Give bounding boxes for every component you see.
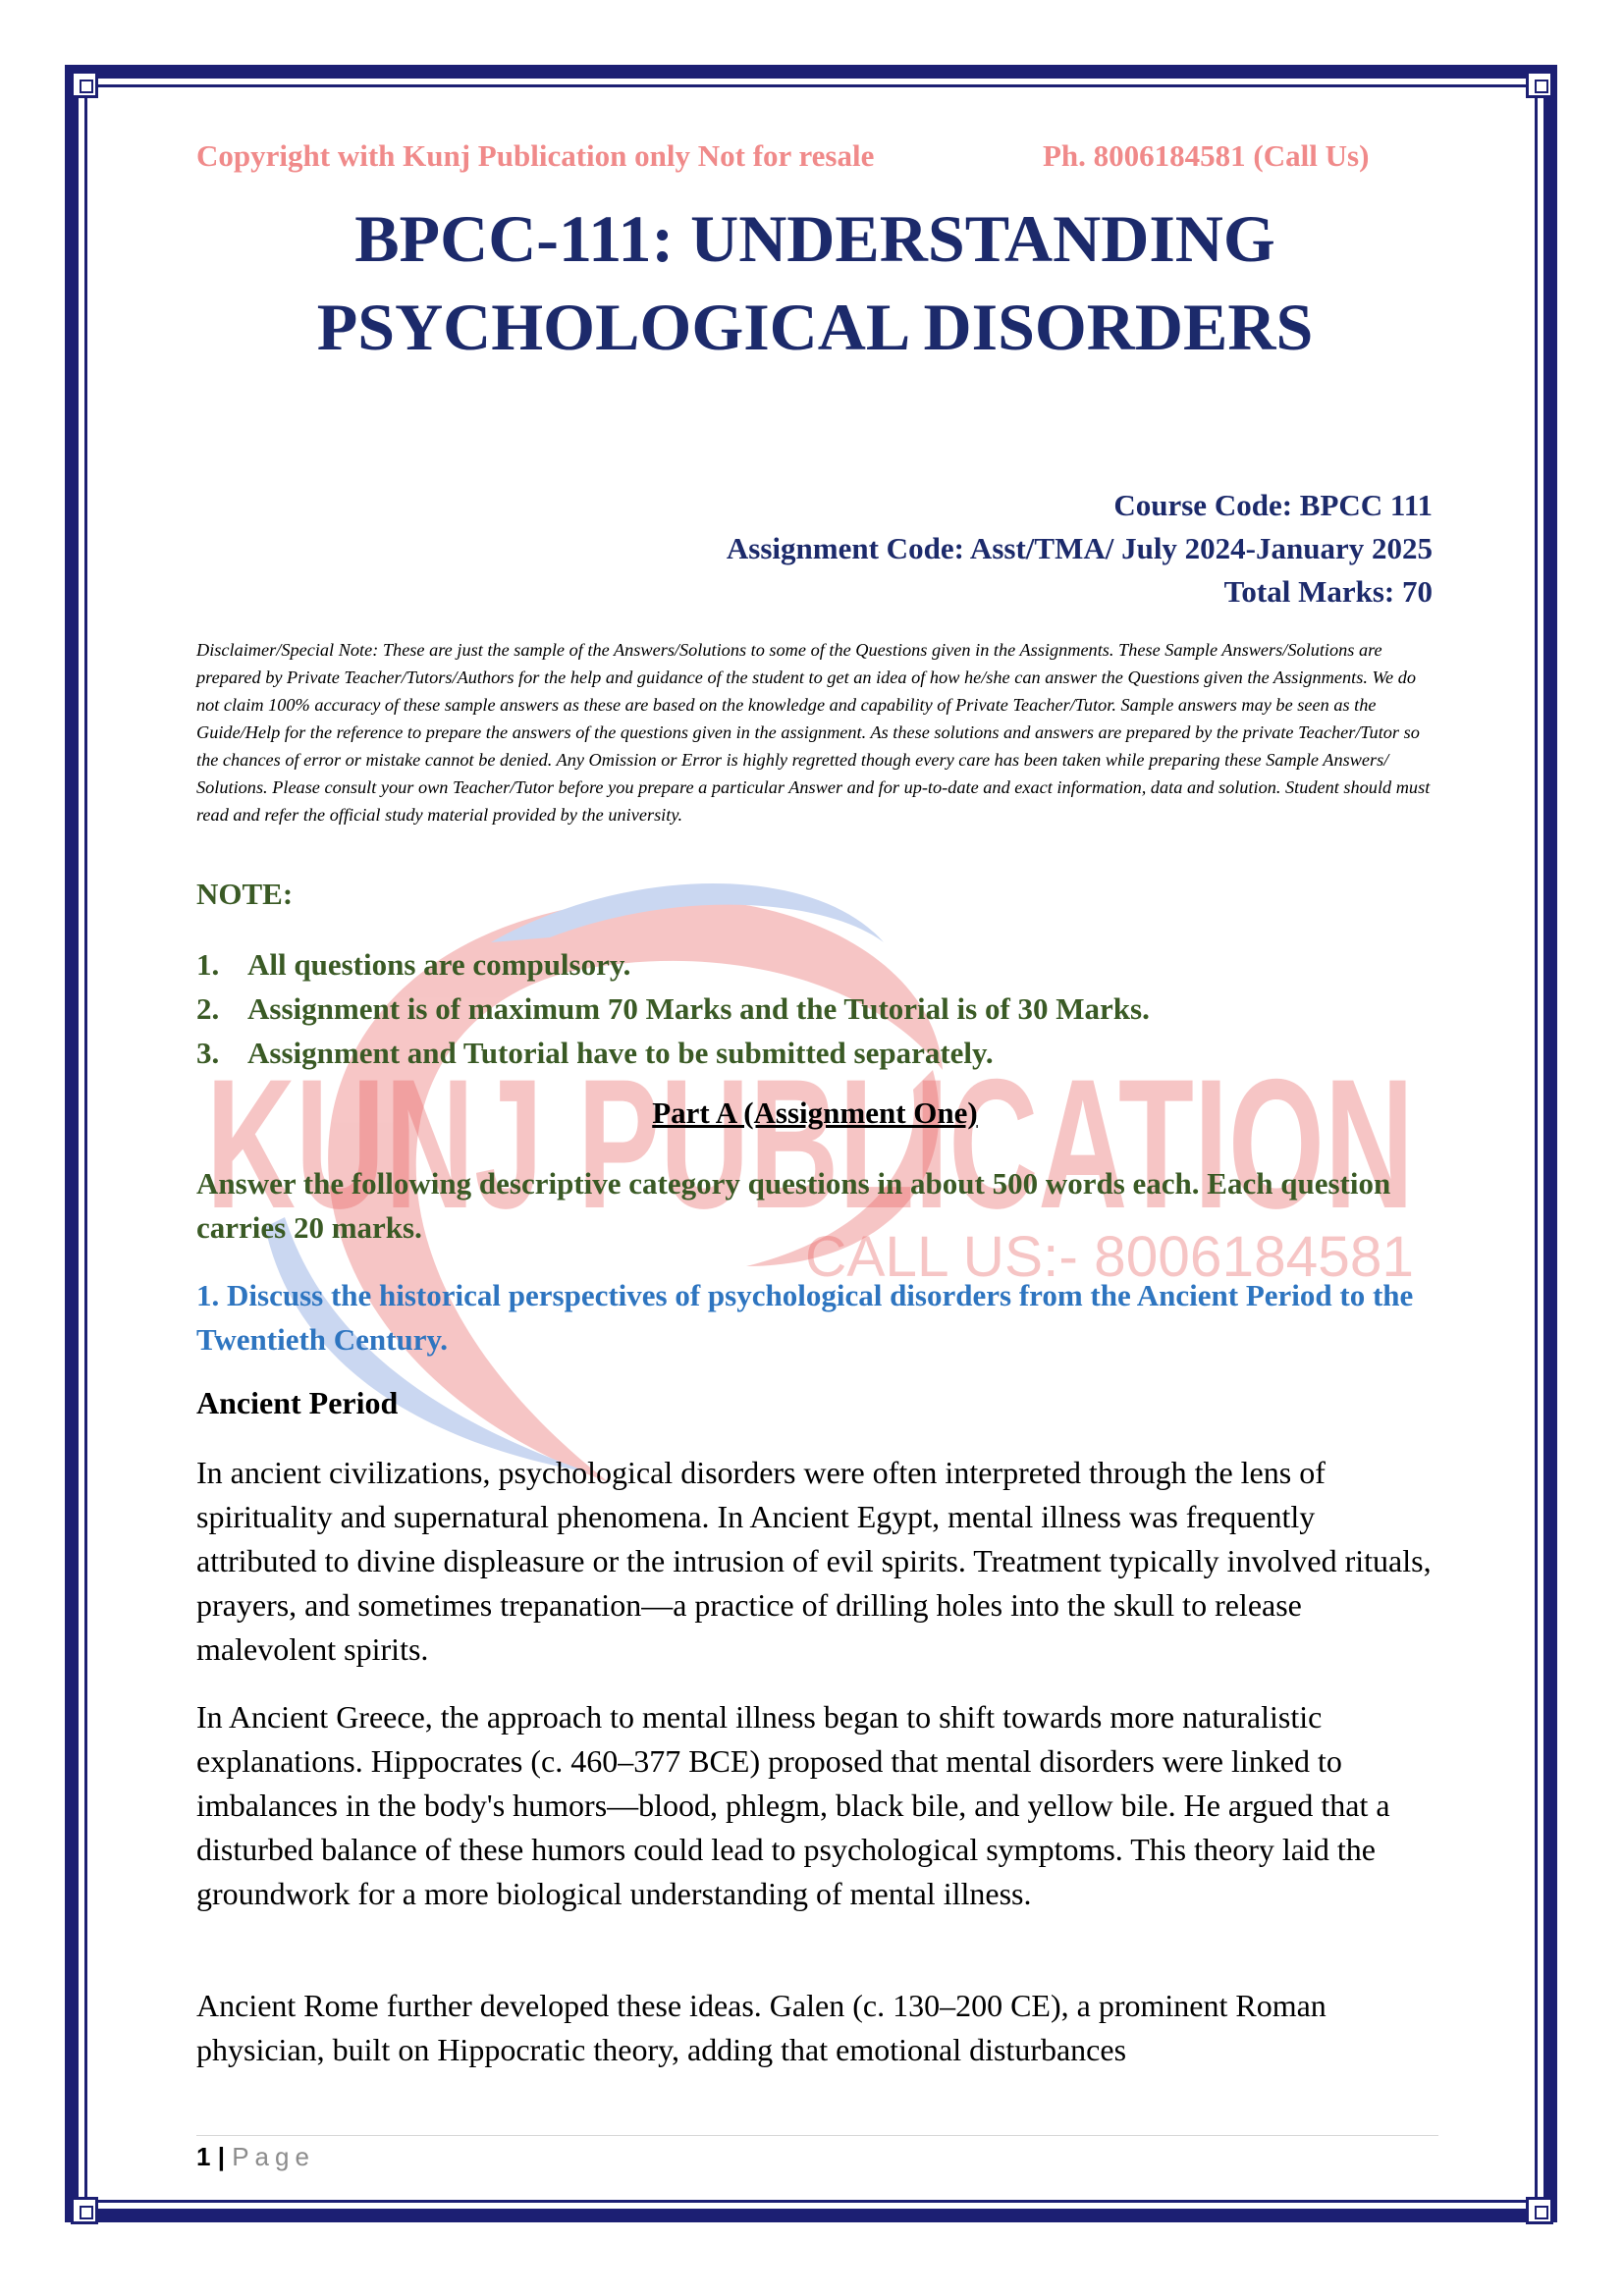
paragraph-1: In ancient civilizations, psychological disorders were often interpreted through the lens of spirituality and supernatural phenomena. In Ancient Egypt, mental illness was frequently attributed to divine displeasure or the intrusion of evil spirits. Treatment typically involved rituals, prayers, and sometimes trepanation—a practice of drilling holes into the skull to release malevolent spirits. xyxy=(196,1455,1432,1667)
assignment-codes xyxy=(727,484,1433,614)
note-item xyxy=(196,1031,1434,1075)
border-corner-top-right xyxy=(1526,71,1553,98)
part-heading: Part A (Assignment One) xyxy=(652,1095,978,1130)
total-marks: Total Marks: 70 xyxy=(1223,574,1433,609)
note-item-text: All questions are compulsory. xyxy=(247,947,631,982)
instruction-text: Answer the following descriptive category questions in about 500 words each. Each question carries 20 marks. xyxy=(196,1166,1391,1245)
note-item-text: Assignment and Tutorial have to be submitted separately. xyxy=(247,1036,994,1070)
copyright-text: Copyright with Kunj Publication only Not for resale xyxy=(196,138,875,173)
page-word: Page xyxy=(232,2142,315,2171)
paragraph-3: Ancient Rome further developed these ideas. Galen (c. 130–200 CE), a prominent Roman physician, built on Hippocratic theory, adding that emotional disturbances xyxy=(196,1988,1326,2067)
section-heading: Ancient Period xyxy=(196,1385,399,1420)
title-line-2: PSYCHOLOGICAL DISORDERS xyxy=(316,290,1314,364)
paragraph-2: In Ancient Greece, the approach to mental illness began to shift towards more naturalistic explanations. Hippocrates (c. 460–377 BCE) proposed that mental disorders were linked to imbalances in the body's humors—blood, phlegm, black bile, and yellow bile. He argued that a disturbed balance of these humors could lead to psychological symptoms. This theory laid the groundwork for a more biological understanding of mental illness. xyxy=(196,1699,1390,1911)
footer-divider xyxy=(196,2135,1438,2136)
note-item-text: Assignment is of maximum 70 Marks and the Tutorial is of 30 Marks. xyxy=(247,991,1150,1026)
page-footer xyxy=(196,2142,315,2172)
watermark-call: CALL US:- 8006184581 xyxy=(805,1225,1414,1289)
note-item xyxy=(196,987,1434,1031)
page-separator: | xyxy=(217,2142,225,2171)
note-item xyxy=(196,942,1434,987)
note-item-number: 2. xyxy=(196,991,220,1026)
border-corner-bottom-right xyxy=(1526,2197,1553,2224)
disclaimer-text: Disclaimer/Special Note: These are just the sample of the Answers/Solutions to some of the Questions given in the Assignments. These Sample Answers/Solutions are prepared by Private Teacher/Tutors/Authors for the help and guidance of the student to get an idea of how he/she can answer the Questions given the Assignments. We do not claim 100% accuracy of these sample answers as these are based on the knowledge and capability of Private Teacher/Tutor. Sample answers may be seen as the Guide/Help for the reference to prepare the answers of the questions given in the assignment. As these solutions and answers are prepared by the private Teacher/Tutor so the chances of error or mistake cannot be denied. Any Omission or Error is highly regretted though every care has been taken while preparing these Sample Answers/ Solutions. Please consult your own Teacher/Tutor before you prepare a particular Answer and for up-to-date and exact information, data and solution. Student should must read and refer the official study material provided by the university. xyxy=(196,640,1431,825)
watermark-brand: KUNJ PUBLICATION xyxy=(206,1041,1414,1247)
page-number: 1 xyxy=(196,2142,211,2171)
border-corner-bottom-left xyxy=(71,2197,98,2224)
note-item-number: 3. xyxy=(196,1036,220,1070)
course-code: Course Code: BPCC 111 xyxy=(1113,488,1433,522)
phone-text: Ph. 8006184581 (Call Us) xyxy=(1043,138,1370,173)
note-item-number: 1. xyxy=(196,947,220,982)
border-corner-top-left xyxy=(71,71,98,98)
title-line-1: BPCC-111: UNDERSTANDING xyxy=(354,201,1275,276)
question-1: 1. Discuss the historical perspectives of psychological disorders from the Ancient Period to the Twentieth Century. xyxy=(196,1278,1414,1357)
note-heading: NOTE: xyxy=(196,877,294,911)
copyright-line xyxy=(196,138,1434,174)
assignment-code: Assignment Code: Asst/TMA/ July 2024-January 2025 xyxy=(726,531,1433,565)
page-title xyxy=(196,194,1434,371)
note-list xyxy=(196,942,1434,1075)
